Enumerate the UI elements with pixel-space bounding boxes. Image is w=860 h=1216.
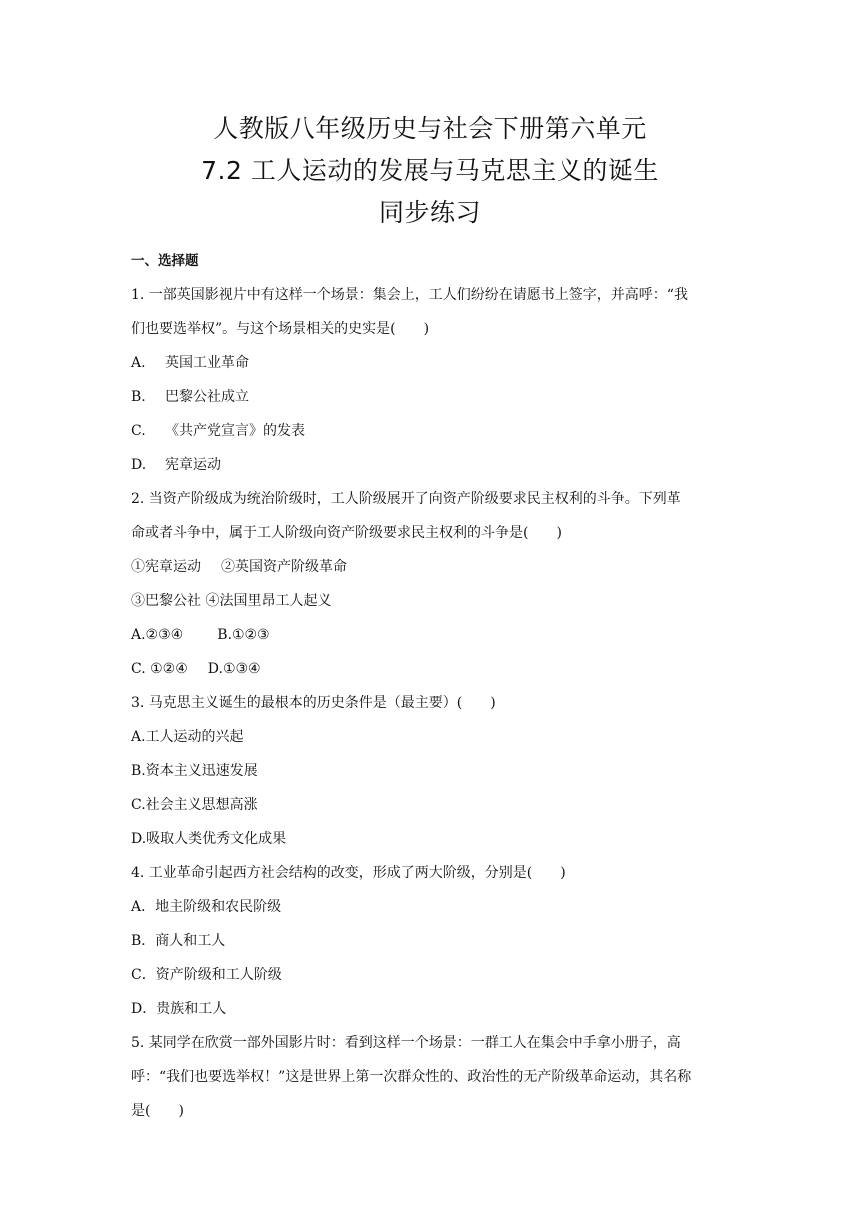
question-3-option-b: B.资本主义迅速发展: [131, 763, 258, 779]
question-2-options-row-2: [131, 652, 731, 686]
question-3-option-d: D.吸取人类优秀文化成果: [131, 831, 287, 847]
option-key: B.: [131, 389, 146, 405]
question-3-stem: 3. 马克思主义诞生的最根本的历史条件是（最主要）( ): [131, 695, 496, 711]
question-5-stem-line-3: 是( ): [131, 1103, 184, 1119]
question-4-stem: 4. 工业革命引起西方社会结构的改变，形成了两大阶级，分别是( ): [131, 865, 566, 881]
section-heading: 一、选择题: [131, 253, 199, 269]
option-key: A．: [131, 899, 156, 915]
option-text: 英国工业革命: [165, 355, 249, 371]
question-5-stem-line-1: 5. 某同学在欣赏一部外国影片时：看到这样一个场景：一群工人在集会中手拿小册子，高: [131, 1035, 681, 1051]
question-2-option-c: C. ①②④: [131, 661, 188, 677]
question-5-stem-line-2: 呼：“我们也要选举权！”这是世界上第一次群众性的、政治性的无产阶级革命运动，其名称: [131, 1069, 692, 1085]
question-2-items-row-2: [131, 584, 731, 618]
question-2-option-b: B.①②③: [217, 627, 270, 643]
question-3: [131, 686, 731, 856]
question-1-stem-line-1: 1. 一部英国影视片中有这样一个场景：集会上，工人们纷纷在请愿书上签字，并高呼：“我: [131, 287, 688, 303]
option-key: D．: [131, 1001, 157, 1017]
question-4-option-a: [131, 890, 731, 924]
statement-item-2: ②英国资产阶级革命: [221, 559, 347, 575]
question-2-option-a: A.②③④: [131, 627, 184, 643]
question-3-option-a: A.工人运动的兴起: [131, 729, 244, 745]
document-title: [0, 108, 860, 234]
question-4: [131, 856, 731, 1026]
option-text: 贵族和工人: [156, 1001, 227, 1017]
option-key: C．: [131, 967, 156, 983]
option-text: 商人和工人: [155, 933, 226, 949]
question-1: [131, 278, 731, 482]
option-text: 《共产党宣言》的发表: [165, 423, 305, 439]
question-5: [131, 1026, 731, 1128]
option-key: D.: [131, 457, 147, 473]
question-2-option-d: D.①③④: [207, 661, 261, 677]
question-2-stem-line-1: 2. 当资产阶级成为统治阶级时，工人阶级展开了向资产阶级要求民主权利的斗争。下列革: [131, 491, 681, 507]
statement-item-4: ④法国里昂工人起义: [205, 593, 332, 609]
title-line-1: 人教版八年级历史与社会下册第六单元: [213, 114, 647, 143]
question-2: [131, 482, 731, 686]
question-2-stem-line-2: 命或者斗争中，属于工人阶级向资产阶级要求民主权利的斗争是( ): [131, 525, 562, 541]
question-1-option-a: [131, 346, 731, 380]
question-2-options-row-1: [131, 618, 731, 652]
question-1-option-c: [131, 414, 731, 448]
question-2-items-row-1: [131, 550, 731, 584]
option-text: 资产阶级和工人阶级: [155, 967, 282, 983]
option-key: A.: [131, 355, 146, 371]
question-4-option-c: [131, 958, 731, 992]
document-body: [131, 244, 731, 1128]
question-1-stem-line-2: 们也要选举权”。与这个场景相关的史实是( ): [131, 321, 430, 337]
question-1-option-b: [131, 380, 731, 414]
title-line-2: 7.2 工人运动的发展与马克思主义的诞生: [201, 156, 659, 185]
option-key: B．: [131, 933, 156, 949]
question-3-option-c: C.社会主义思想高涨: [131, 797, 258, 813]
option-text: 巴黎公社成立: [165, 389, 249, 405]
statement-item-3: ③巴黎公社: [131, 593, 201, 609]
option-text: 地主阶级和农民阶级: [155, 899, 282, 915]
option-key: C.: [131, 423, 146, 439]
question-4-option-d: [131, 992, 731, 1026]
title-line-3: 同步练习: [378, 198, 481, 227]
option-text: 宪章运动: [165, 457, 221, 473]
question-1-option-d: [131, 448, 731, 482]
question-4-option-b: [131, 924, 731, 958]
statement-item-1: ①宪章运动: [131, 559, 201, 575]
